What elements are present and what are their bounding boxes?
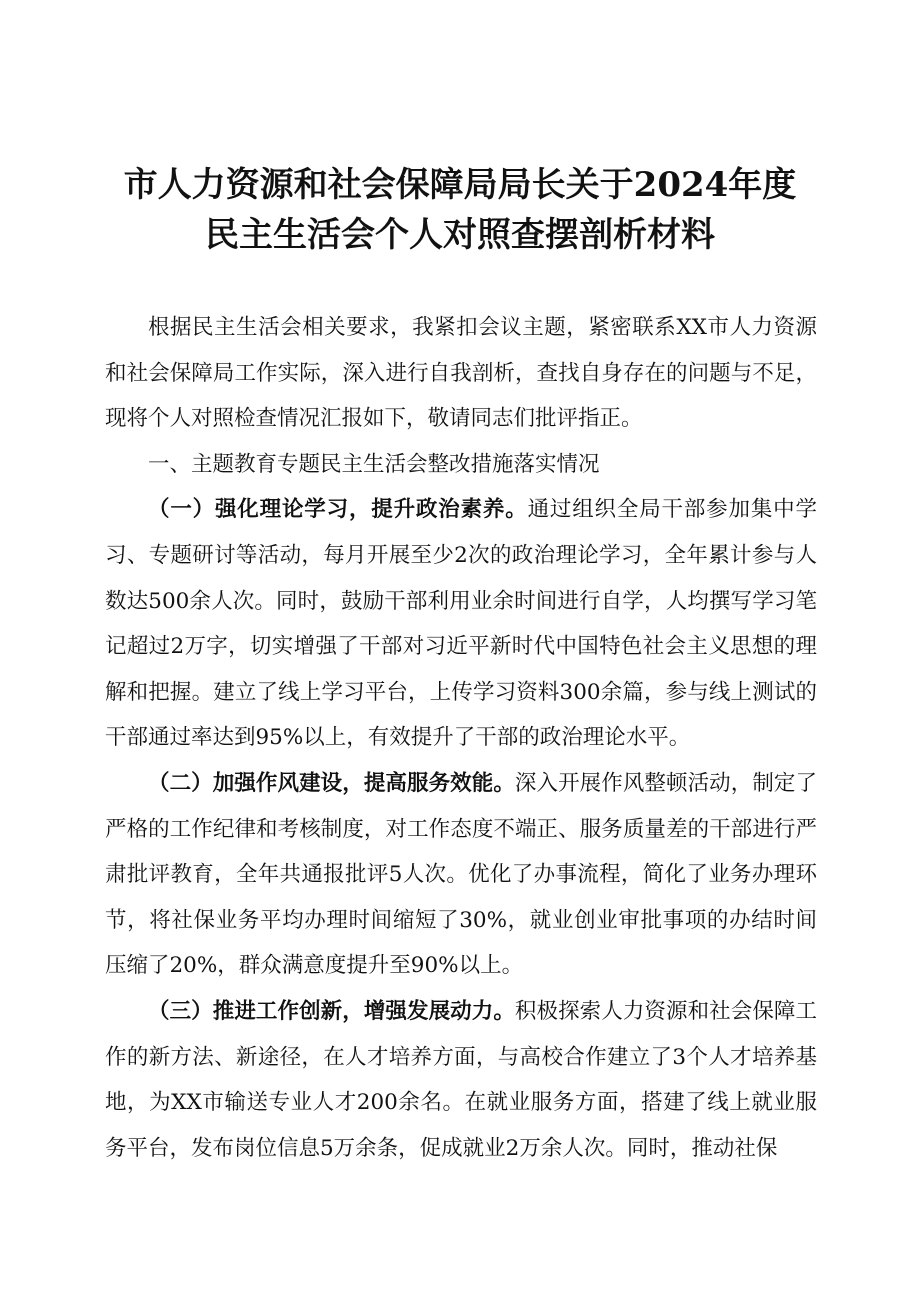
intro-paragraph: 根据民主生活会相关要求，我紧扣会议主题，紧密联系XX市人力资源和社会保障局工作实际，深入进行自我剖析，查找自身存在的问题与不足，现将个人对照检查情况汇报如下，敬请同志们批评指正。 <box>105 315 817 432</box>
section-heading: 一、主题教育专题民主生活会整改措施落实情况 <box>148 451 600 477</box>
item-text-1: 通过组织全局干部参加集中学习、专题研讨等活动，每月开展至少2次的政治理论学习，全年累计参与人数达500余人次。同时，鼓励干部利用业余时间进行自学，人均撰写学习笔记超过2万字，切实增强了干部对习近平新时代中国特色社会主义思想的理解和把握。建立了线上学习平台，上传学习资料300余篇，参与线上测试的干部通过率达到95%以上，有效提升了干部的政治理论水平。 <box>105 497 817 751</box>
document-title-line1: 市人力资源和社会保障局局长关于2024年度 <box>123 165 797 205</box>
item-paragraph-3 <box>105 989 817 1171</box>
item-text-2: 深入开展作风整顿活动，制定了严格的工作纪律和考核制度，对工作态度不端正、服务质量差的干部进行严肃批评教育，全年共通报批评5人次。优化了办事流程，简化了业务办理环节，将社保业务平均办理时间缩短了30%，就业创业审批事项的办结时间压缩了20%，群众满意度提升至90%以上。 <box>105 770 817 979</box>
item-paragraph-2 <box>105 761 817 989</box>
item-paragraph-1 <box>105 487 817 761</box>
item-lead-3: （三）推进工作创新，增强发展动力。 <box>148 998 515 1024</box>
item-lead-1: （一）强化理论学习，提升政治素养。 <box>148 497 528 523</box>
item-text-3: 积极探索人力资源和社会保障工作的新方法、新途径，在人才培养方面，与高校合作建立了3个人才培养基地，为XX市输送专业人才200余名。在就业服务方面，搭建了线上就业服务平台，发布岗位信息5万余条，促成就业2万余人次。同时，推动社保 <box>105 998 817 1161</box>
document-title-line2: 民主生活会个人对照查摆剖析材料 <box>205 215 715 255</box>
item-lead-2: （二）加强作风建设，提高服务效能。 <box>148 770 515 796</box>
document-body <box>105 305 817 1171</box>
